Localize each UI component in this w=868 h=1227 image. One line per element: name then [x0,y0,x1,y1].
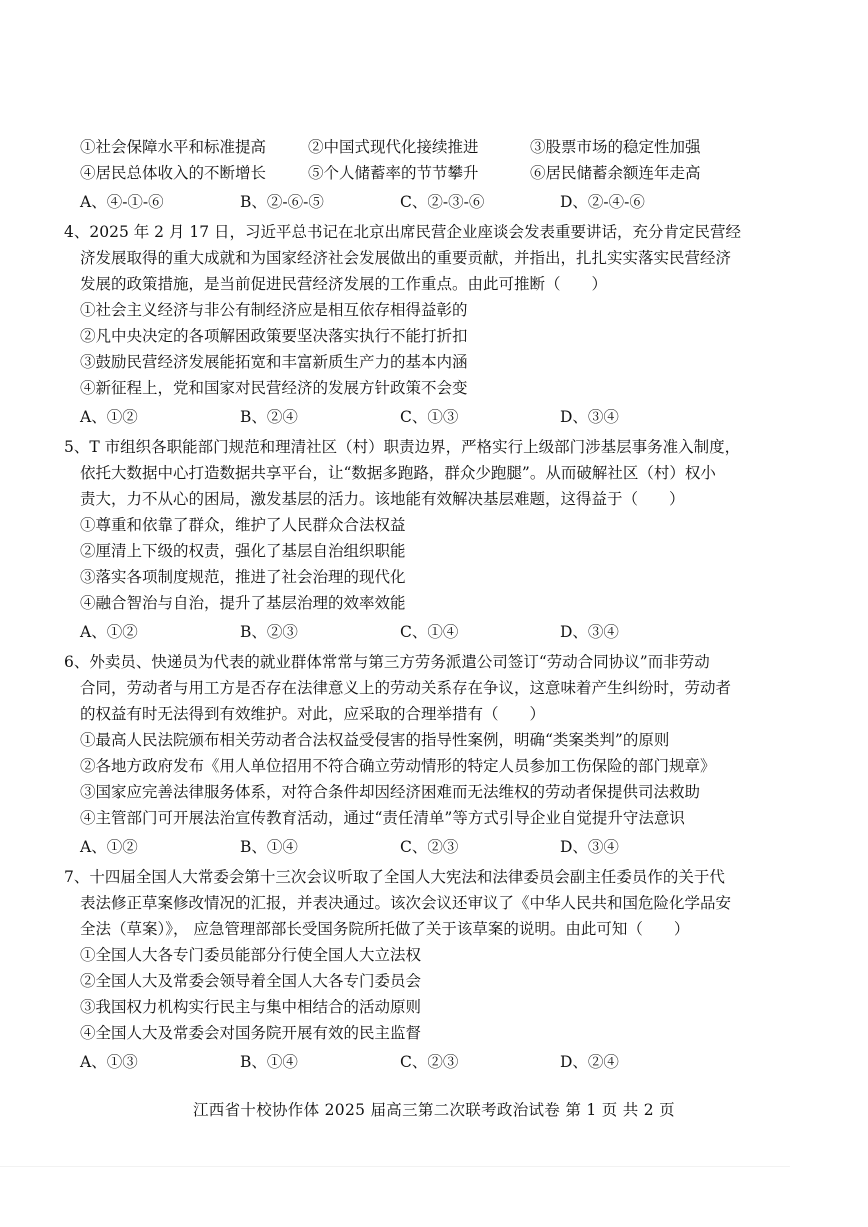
statement: ④融合智治与自治，提升了基层治理的效率效能 [80,594,406,612]
statement-2: ②中国式现代化接续推进 [308,138,479,156]
statement: ①全国人大各专门委员能部分行使全国人大立法权 [80,946,422,964]
question-stem-line: 7、十四届全国人大常委会第十三次会议听取了全国人大宪法和法律委员会副主任委员作的关于代 [64,868,725,886]
question-5 [64,434,764,645]
option-b: B、①④ [240,1053,298,1071]
question-stem-line: 济发展取得的重大成就和为国家经济社会发展做出的重要贡献，并指出，扎扎实实落实民营经济 [80,249,732,267]
statement: ①尊重和依靠了群众，维护了人民群众合法权益 [80,516,406,534]
question-stem-line: 全法（草案）》， 应急管理部部长受国务院所托做了关于该草案的说明。由此可知（ ） [80,920,690,938]
statement: ③落实各项制度规范，推进了社会治理的现代化 [80,568,406,586]
statement: ④主管部门可开展法治宣传教育活动，通过“责任清单”等方式引导企业自觉提升守法意识 [80,809,685,827]
statement: ③国家应完善法律服务体系，对符合条件却因经济困难而无法维权的劳动者保提供司法救助 [80,783,701,801]
option-d: D、②-④-⑥ [560,193,645,211]
option-a: A、④-①-⑥ [80,193,164,211]
statement-row [64,134,764,160]
question-stem-line: 6、外卖员、快递员为代表的就业群体常常与第三方劳务派遣公司签订“劳动合同协议”而非劳动 [64,653,710,671]
option-a: A、①② [80,408,138,426]
option-c: C、①④ [400,623,459,641]
page-footer: 江西省十校协作体 2025 届高三第二次联考政治试卷 第 1 页 共 2 页 [193,1101,675,1119]
statement-1: ①社会保障水平和标准提高 [80,138,267,156]
statement: ②凡中央决定的各项解困政策要坚决落实执行不能打折扣 [80,327,468,345]
statement: ①最高人民法院颁布相关劳动者合法权益受侵害的指导性案例，明确“类案类判”的原则 [80,731,670,749]
option-a: A、①② [80,838,138,856]
answer-options [64,404,764,430]
question-stem-line: 依托大数据中心打造数据共享平台，让“数据多跑路，群众少跑腿”。从而破解社区（村）权小 [80,464,716,482]
question-stem-line: 合同，劳动者与用工方是否存在法律意义上的劳动关系存在争议，这意味着产生纠纷时，劳动者 [80,679,732,697]
statement: ②全国人大及常委会领导着全国人大各专门委员会 [80,972,422,990]
option-b: B、②-⑥-⑤ [240,193,324,211]
statement: ②各地方政府发布《用人单位招用不符合确立劳动情形的特定人员参加工伤保险的部门规章》 [80,757,716,775]
statement-row [64,160,764,186]
option-d: D、②④ [560,1053,619,1071]
statement: ③我国权力机构实行民主与集中相结合的活动原则 [80,998,422,1016]
answer-options [64,834,764,860]
question-7 [64,864,764,1075]
option-a: A、①② [80,623,138,641]
question-stem-line: 的权益有时无法得到有效维护。对此，应采取的合理举措有（ ） [80,705,546,723]
statement: ③鼓励民营经济发展能拓宽和丰富新质生产力的基本内涵 [80,353,468,371]
statement-6: ⑥居民储蓄余额连年走高 [530,164,701,182]
option-b: B、②④ [240,408,298,426]
question-stem-line: 表法修正草案修改情况的汇报，并表决通过。该次会议还审议了《中华人民共和国危险化学品安 [80,894,732,912]
option-c: C、②③ [400,838,459,856]
statement: ④全国人大及常委会对国务院开展有效的民主监督 [80,1024,422,1042]
option-b: B、①④ [240,838,298,856]
option-d: D、③④ [560,623,619,641]
statement-5: ⑤个人储蓄率的节节攀升 [308,164,479,182]
option-c: C、②-③-⑥ [400,193,485,211]
option-d: D、③④ [560,408,619,426]
question-4 [64,219,764,430]
option-a: A、①③ [80,1053,138,1071]
question-3-tail [64,134,764,215]
statement: ①社会主义经济与非公有制经济应是相互依存相得益彰的 [80,301,468,319]
answer-options [64,1049,764,1075]
exam-content [64,134,764,1079]
statement-4: ④居民总体收入的不断增长 [80,164,267,182]
statement: ④新征程上，党和国家对民营经济的发展方针政策不会变 [80,379,468,397]
question-stem-line: 发展的政策措施，是当前促进民营经济发展的工作重点。由此可推断（ ） [80,275,608,293]
page-divider [0,1166,790,1167]
question-stem-line: 4、2025 年 2 月 17 日，习近平总书记在北京出席民营企业座谈会发表重要讲话，充分肯定民营经 [64,223,742,241]
question-stem-line: 责大，力不从心的困局，激发基层的活力。该地能有效解决基层难题，这得益于（ ） [80,490,685,508]
answer-options [64,619,764,645]
question-stem-line: 5、T 市组织各职能部门规范和理清社区（村）职责边界，严格实行上级部门涉基层事务准入制度， [64,438,741,456]
option-b: B、②③ [240,623,298,641]
option-c: C、①③ [400,408,459,426]
answer-options [64,189,764,215]
statement-3: ③股票市场的稳定性加强 [530,138,701,156]
option-d: D、③④ [560,838,619,856]
option-c: C、②③ [400,1053,459,1071]
statement: ②厘清上下级的权责，强化了基层自治组织职能 [80,542,406,560]
question-6 [64,649,764,860]
